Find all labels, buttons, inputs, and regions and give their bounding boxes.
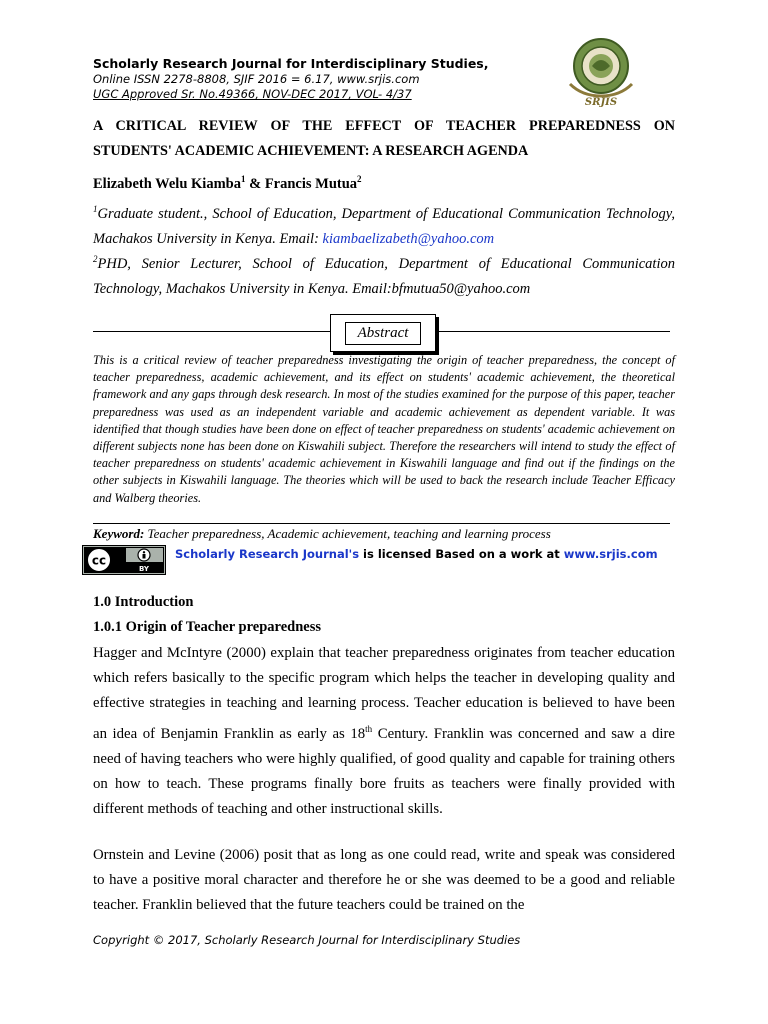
- abstract-text: This is a critical review of teacher preparedness investigating the origin of teacher preparedness, the concept of teacher preparedness, academic achievement, and its effect on students' academic achievement, the theoretical framework and any gaps through desk research. In most of the studies examined for the purpose of this paper, teacher preparedness was used as an independent variable and academic achievement as dependent variable. It was identified that though studies have been done on effect of teacher preparedness on students' academic achievement on different subjects none has been done on Kiswahili subject. Therefore the researchers will intend to study the effect of teacher preparedness on students' academic achievement in Kiswahili language and find out if the findings on the other subjects in Kiswahili language. The theories which will be used to back the research include Teacher Efficacy and Walberg theories.: [93, 353, 675, 505]
- affiliation-1-sup: 1: [93, 204, 98, 214]
- title-line-1: A CRITICAL REVIEW OF THE EFFECT OF TEACHER PREPAREDNESS ON: [93, 118, 675, 134]
- keywords-text: Teacher preparedness, Academic achievement, teaching and learning process: [144, 526, 551, 541]
- author-1: Elizabeth Welu Kiamba: [93, 175, 241, 192]
- subsection-heading: 1.0.1 Origin of Teacher preparedness: [93, 619, 321, 635]
- paragraph-1-part-a: Hagger and McIntyre (2000) explain that teacher preparedness originates from teacher education which refers basically to the specific program which helps the teacher in developing quality and effective strategies in teaching and learning process. Teacher education is believed to have been an idea of Benjamin Franklin as early as 18: [93, 645, 675, 742]
- title-line-2: STUDENTS' ACADEMIC ACHIEVEMENT: A RESEARCH AGENDA: [93, 143, 529, 159]
- cc-by-license-icon: [82, 545, 166, 575]
- abstract-rule-right: [437, 331, 670, 332]
- author-1-email-link[interactable]: kiambaelizabeth@yahoo.com: [322, 230, 495, 247]
- paragraph-1: [93, 641, 675, 822]
- srjis-logo: [562, 36, 640, 108]
- authors: [93, 174, 362, 193]
- affiliation-2: [93, 247, 675, 302]
- paragraph-1-part-b: Century. Franklin was concerned and saw a dire need of having teachers who were highly qualified, of good quality and capable for training others on how to teach. These programs finally bore fruits as teachers were finally provided with different methods of teaching and other instructional skills.: [93, 725, 675, 818]
- ugc-line: UGC Approved Sr. No.49366, NOV-DEC 2017, VOL- 4/37: [93, 87, 412, 101]
- license-journal-name: Scholarly Research Journal's: [175, 547, 360, 561]
- license-statement: [175, 547, 658, 561]
- paragraph-2: Ornstein and Levine (2006) posit that as long as one could read, write and speak was considered to have a positive moral character and therefore he or she was deemed to be a good and reliable teacher. Franklin believed that the future teachers could be trained on the: [93, 847, 675, 914]
- footer-copyright: Copyright © 2017, Scholarly Research Journal for Interdisciplinary Studies: [93, 933, 521, 947]
- svg-text:cc: cc: [91, 553, 107, 568]
- author-1-sup: 1: [240, 174, 246, 184]
- author-2: & Francis Mutua: [245, 175, 358, 192]
- abstract-rule-left: [93, 331, 330, 332]
- author-2-sup: 2: [357, 174, 362, 184]
- abstract-heading-box: [330, 314, 436, 352]
- license-site-link[interactable]: www.srjis.com: [563, 547, 658, 561]
- affiliation-2-text: PHD, Senior Lecturer, School of Education, Department of Educational Communication Technology, Machakos University in Kenya. Email:bfmutua50@yahoo.com: [93, 255, 675, 297]
- affiliation-1: [93, 197, 675, 252]
- affiliation-2-sup: 2: [93, 254, 98, 264]
- paper-title: [93, 114, 675, 164]
- issn-line: Online ISSN 2278-8808, SJIF 2016 = 6.17, www.srjis.com: [93, 72, 420, 86]
- svg-text:BY: BY: [138, 565, 150, 573]
- svg-text:SRJIS: SRJIS: [584, 97, 618, 108]
- journal-title: Scholarly Research Journal for Interdisciplinary Studies,: [93, 56, 489, 71]
- paragraph-1-sup: th: [365, 723, 373, 734]
- keywords: [93, 526, 551, 542]
- abstract-rule-bottom: [93, 523, 670, 524]
- keywords-label: Keyword:: [93, 526, 145, 541]
- abstract-heading: Abstract: [345, 322, 422, 345]
- section-heading: 1.0 Introduction: [93, 594, 194, 610]
- license-middle-text: is licensed Based on a work at: [359, 547, 564, 561]
- affiliation-1-text: Graduate student., School of Education, Department of Educational Communication Technology, Machakos University in Kenya. Email:: [93, 205, 675, 247]
